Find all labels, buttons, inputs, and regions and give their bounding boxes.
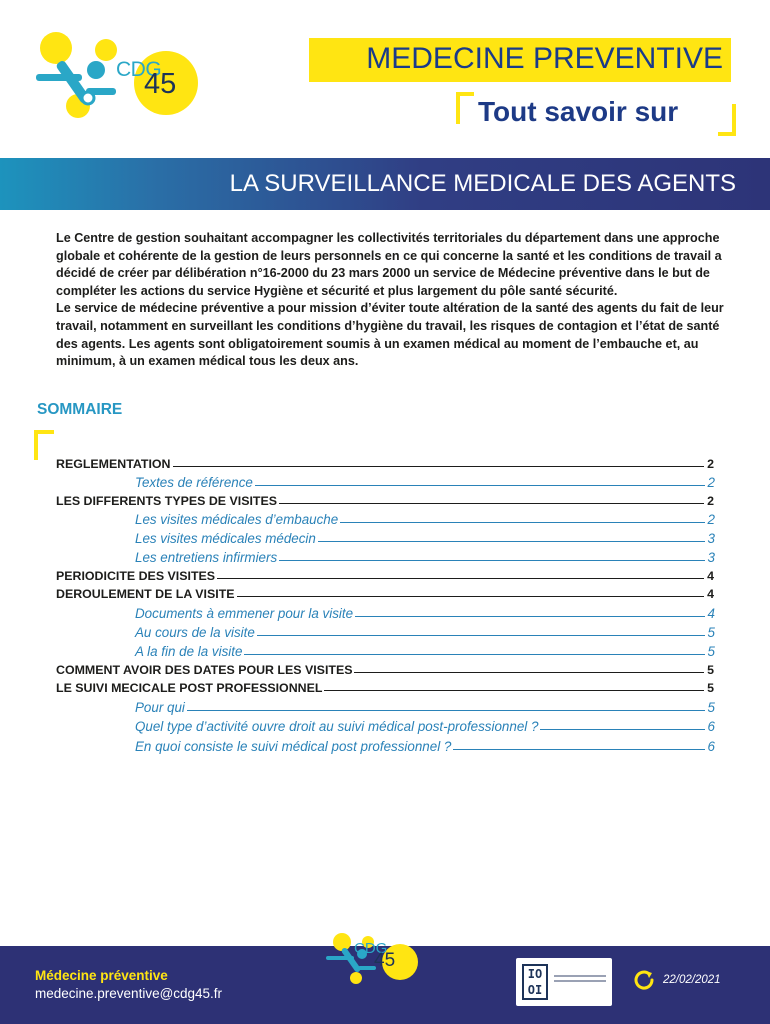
toc-entry-page: 6: [707, 739, 715, 754]
toc-leader: [187, 710, 705, 711]
toc-entry-text: Les visites médicales d’embauche: [135, 512, 339, 527]
toc-entry[interactable]: [56, 676, 714, 695]
toc-entry-page: 3: [707, 531, 715, 546]
bracket-left-decoration: [456, 92, 474, 124]
toc-entry-page: 4: [707, 606, 715, 621]
toc-entry-page: 2: [707, 494, 714, 508]
toc-entry-text: Les entretiens infirmiers: [135, 550, 278, 565]
toc-leader: [244, 654, 704, 655]
toc-leader: [279, 560, 704, 561]
document-subtitle: Tout savoir sur: [478, 96, 679, 127]
toc-entry-text: Quel type d’activité ouvre droit au suivi médical post-professionnel ?: [135, 719, 539, 734]
toc-leader: [237, 596, 705, 597]
toc-entry-page: 2: [707, 475, 715, 490]
toc-entry-text: Les visites médicales médecin: [135, 531, 316, 546]
logo-text-45: 45: [144, 68, 177, 100]
io-oi-glyph: IO OI: [522, 964, 548, 1000]
toc-entry[interactable]: [56, 658, 714, 677]
toc-entry-text: LES DIFFERENTS TYPES DE VISITES: [56, 494, 278, 508]
toc-entry-text: Au cours de la visite: [135, 625, 255, 640]
io-oi-badge-icon: [516, 958, 612, 1006]
toc-leader: [318, 541, 705, 542]
toc-entry-text: A la fin de la visite: [135, 644, 243, 659]
toc-entry-text: DEROULEMENT DE LA VISITE: [56, 587, 235, 601]
footer-email-link[interactable]: medecine.preventive@cdg45.fr: [35, 986, 223, 1001]
toc-leader: [257, 635, 705, 636]
toc-entry-text: Pour qui: [135, 700, 185, 715]
intro-paragraph-1: Le Centre de gestion souhaitant accompagner les collectivités territoriales du département dans une approche globale et cohérente de la gestion de leurs personnels en ce qui concerne la santé et les conditions de travail a décidé de créer par délibération n°16-2000 du 23 mars 2000 un service de Médecine préventive dans le but de compléter les actions du service Hygiène et sécurité et plus largement du pôle santé sécurité.: [56, 231, 722, 298]
toc-entry-page: 4: [707, 569, 714, 583]
sommaire-bracket-decoration: [34, 430, 54, 460]
footer-logo-text-45: 45: [374, 950, 396, 971]
toc-entry-page: 4: [707, 587, 714, 601]
toc-leader: [355, 616, 704, 617]
toc-entry[interactable]: [56, 489, 714, 508]
toc-entry-text: PERIODICITE DES VISITES: [56, 569, 216, 583]
footer-service-label: Médecine préventive: [35, 968, 168, 983]
document-title-box: [309, 38, 731, 82]
sommaire-heading: SOMMAIRE: [37, 401, 123, 418]
toc-entry-page: 6: [707, 719, 715, 734]
toc-entry-text: REGLEMENTATION: [56, 457, 171, 471]
toc-leader: [453, 749, 704, 750]
footer-cdg45-logo: [322, 928, 422, 988]
document-title: MEDECINE PREVENTIVE: [366, 42, 723, 75]
toc-entry-page: 5: [707, 663, 714, 677]
toc-entry-page: 3: [707, 550, 715, 565]
toc-leader: [255, 485, 705, 486]
toc-entry[interactable]: [135, 527, 715, 546]
toc-entry[interactable]: [56, 564, 714, 583]
toc-entry-text: Textes de référence: [135, 475, 253, 490]
toc-entry-page: 5: [707, 625, 715, 640]
toc-entry-text: Documents à emmener pour la visite: [135, 606, 354, 621]
toc-leader: [173, 466, 705, 467]
bracket-right-decoration: [718, 104, 736, 136]
toc-leader: [340, 522, 704, 523]
toc-leader: [324, 690, 704, 691]
document-subtitle-box: [456, 92, 736, 136]
toc-entry-page: 2: [707, 457, 714, 471]
toc-entry[interactable]: [56, 452, 714, 471]
intro-paragraph-2: Le service de médecine préventive a pour mission d’éviter toute altération de la santé des agents du fait de leur travail, notamment en surveillant les conditions d’hygiène du travail, les risques de contagion et l’état de santé des agents. Les agents sont obligatoirement soumis à un examen médical au moment de l’embauche et, au minimum, à un examen médical tous les deux ans.: [56, 301, 724, 369]
toc-entry[interactable]: [135, 621, 715, 640]
toc-leader: [279, 503, 704, 504]
footer-logo-text-cdg: CDG: [354, 940, 388, 957]
toc-entry[interactable]: [135, 696, 715, 715]
toc-leader: [540, 729, 704, 730]
toc-entry[interactable]: [135, 471, 715, 490]
toc-entry[interactable]: [135, 715, 715, 734]
toc-entry[interactable]: [135, 640, 715, 659]
toc-leader: [354, 672, 704, 673]
toc-entry[interactable]: [135, 735, 715, 754]
badge-caption-decoration: [554, 975, 606, 985]
toc-entry[interactable]: [135, 602, 715, 621]
toc-entry-page: 5: [707, 700, 715, 715]
toc-entry-text: LE SUIVI MECICALE POST PROFESSIONNEL: [56, 681, 323, 695]
banner-title: LA SURVEILLANCE MEDICALE DES AGENTS: [229, 170, 736, 197]
toc-entry[interactable]: [135, 546, 715, 565]
toc-entry[interactable]: [135, 508, 715, 527]
toc-entry-text: En quoi consiste le suivi médical post professionnel ?: [135, 739, 452, 754]
footer-date: 22/02/2021: [663, 974, 721, 986]
toc-leader: [217, 578, 704, 579]
toc-entry-page: 2: [707, 512, 715, 527]
intro-text: [56, 230, 728, 371]
footer-logo-graphic: [322, 928, 422, 988]
toc-entry[interactable]: [56, 582, 714, 601]
refresh-icon: [632, 968, 656, 992]
toc-entry-page: 5: [707, 681, 714, 695]
cdg45-logo: [28, 28, 208, 128]
section-banner: [0, 158, 770, 210]
toc-entry-page: 5: [707, 644, 715, 659]
toc-entry-text: COMMENT AVOIR DES DATES POUR LES VISITES: [56, 663, 353, 677]
logo-text-cdg: CDG: [116, 58, 162, 81]
